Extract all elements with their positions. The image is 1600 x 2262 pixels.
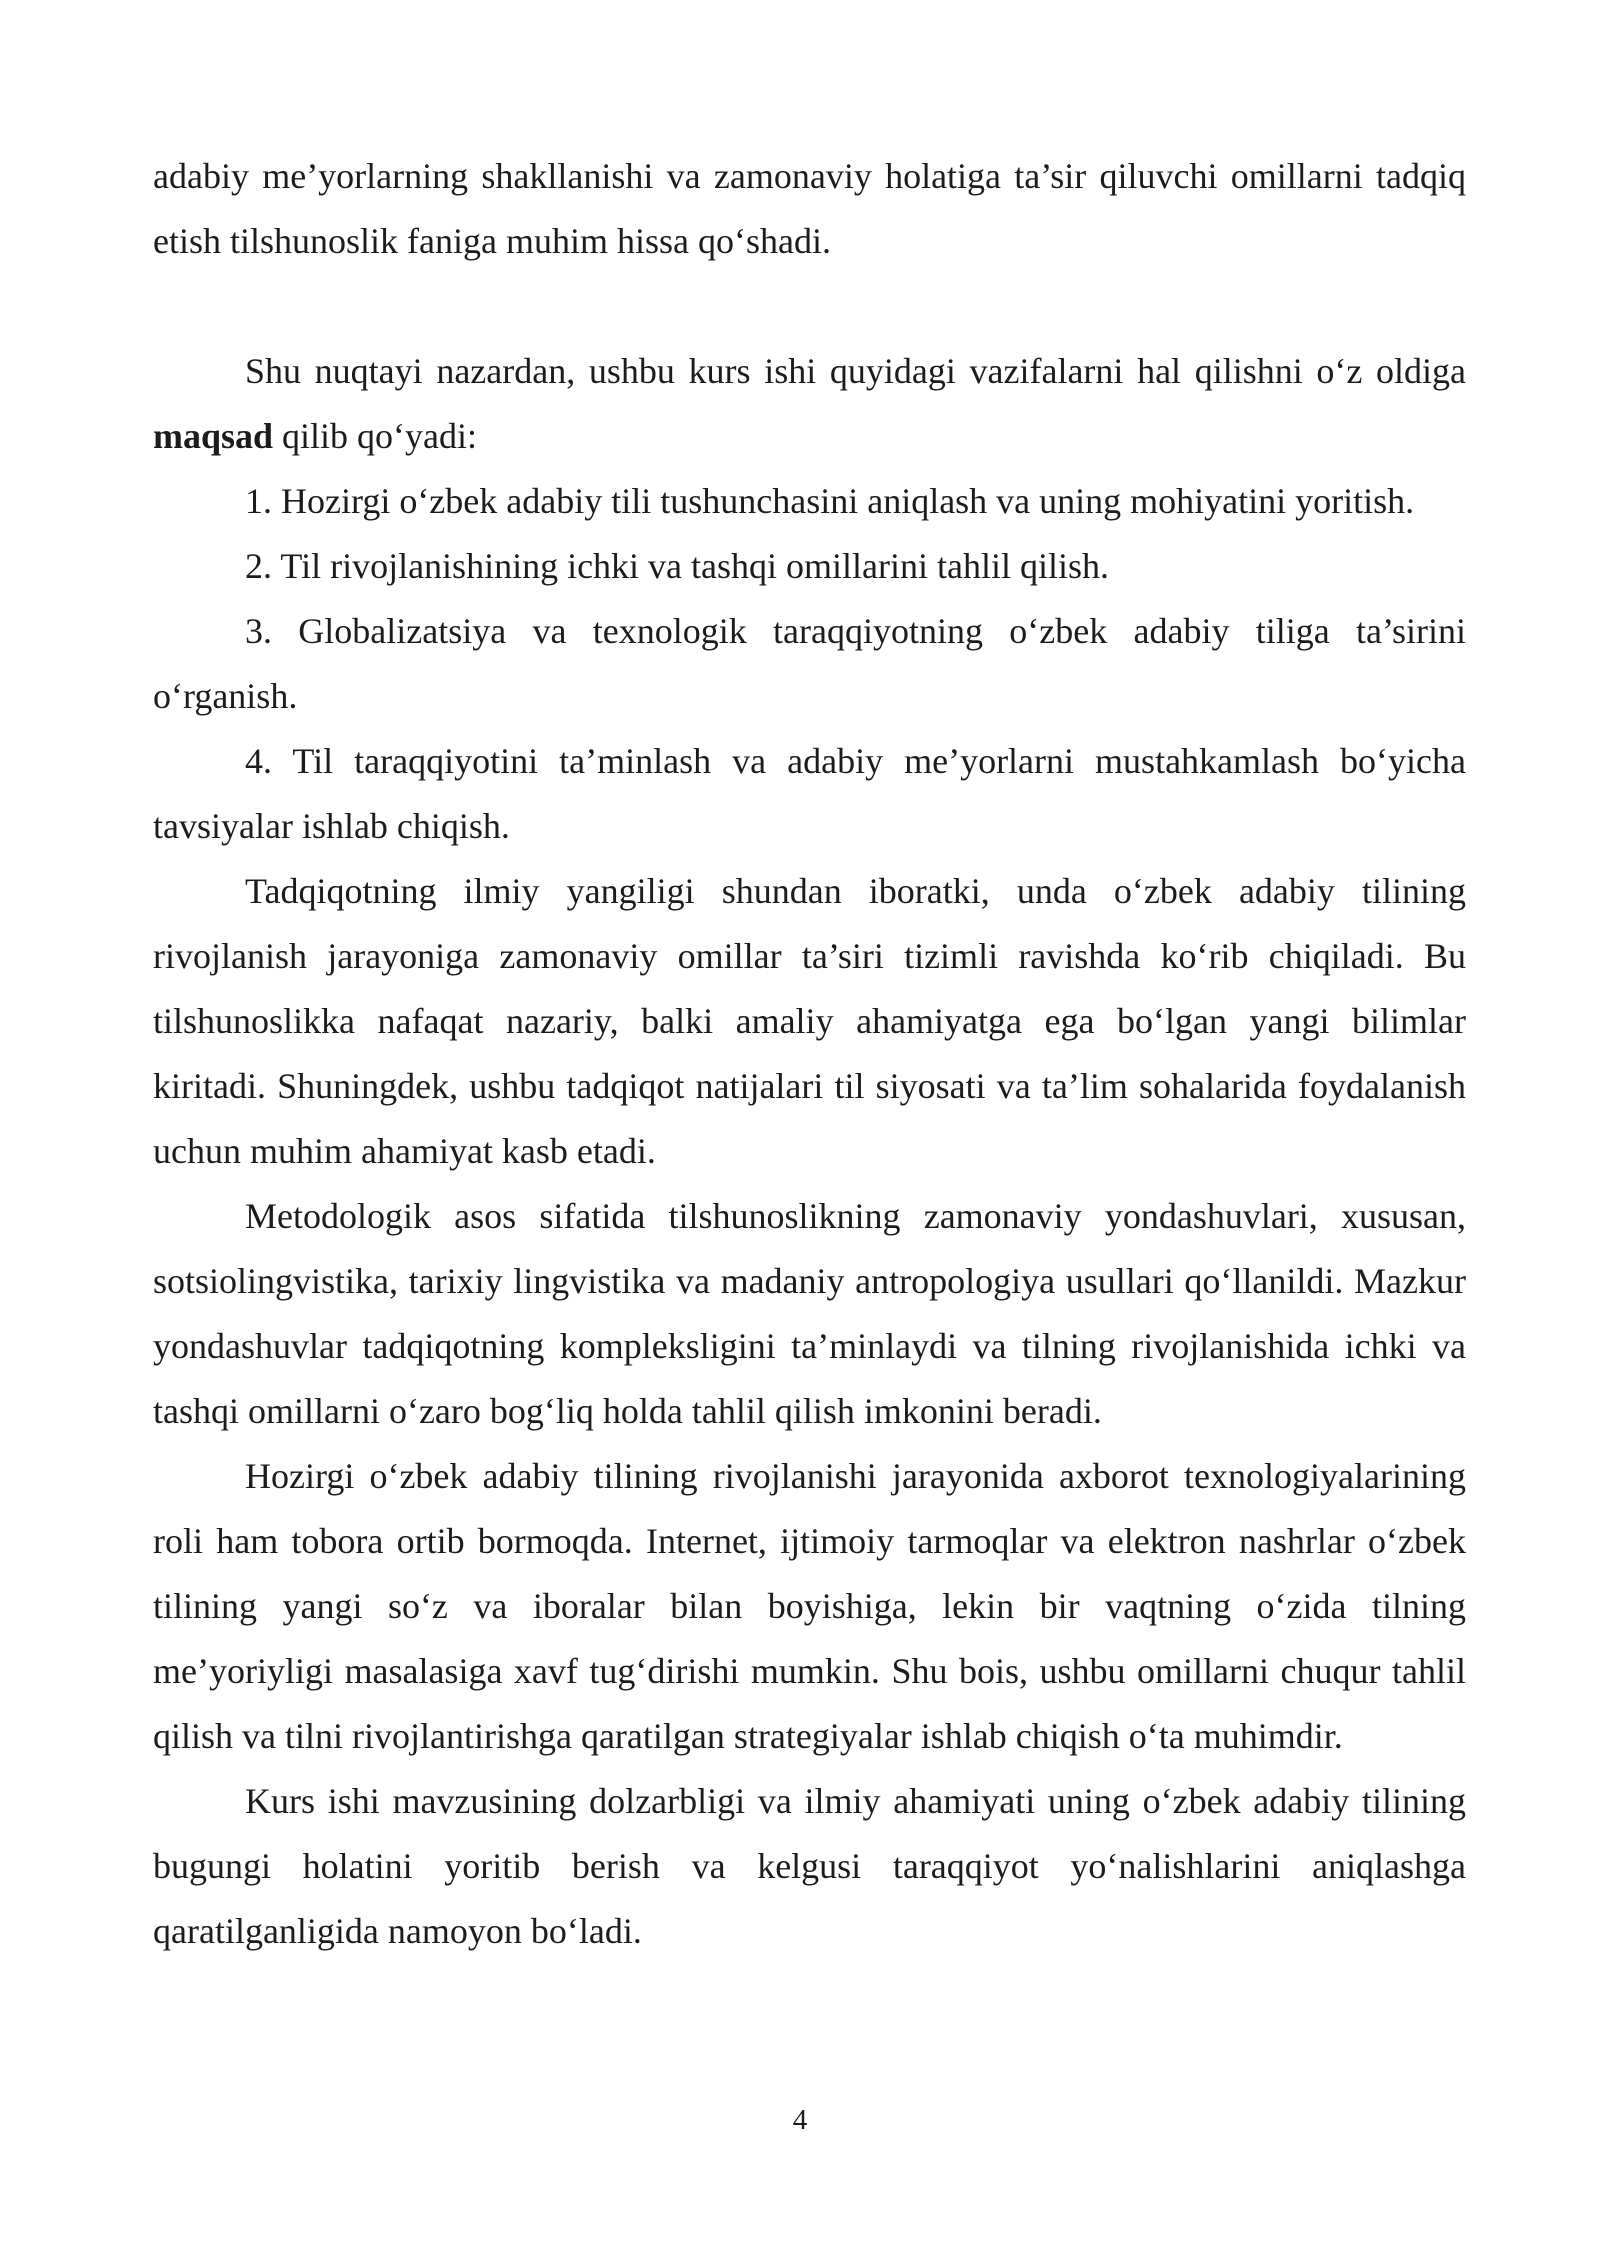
aim-intro-text: Shu nuqtayi nazardan, ushbu kurs ishi quyidagi vazifalarni hal qilishni o‘z oldiga <box>245 351 1466 391</box>
paragraph-relevance: Kurs ishi mavzusining dolzarbligi va ilmiy ahamiyati uning o‘zbek adabiy tilining bugungi holatini yoritib berish va kelgusi taraqqiyot yo‘nalishlarini aniqlashga qaratilganligida namoyon bo‘ladi. <box>153 1781 1466 1951</box>
page-number: 4 <box>792 2104 808 2136</box>
page-body <box>153 144 1466 1964</box>
paragraph-continuation: adabiy me’yorlarning shakllanishi va zamonaviy holatiga ta’sir qiluvchi omillarni tadqiq etish tilshunoslik faniga muhim hissa qo‘shadi. <box>153 156 1466 261</box>
aim-bold-word: maqsad <box>153 416 274 456</box>
paragraph-methodology: Metodologik asos sifatida tilshunoslikning zamonaviy yondashuvlari, xususan, sotsiolingvistika, tarixiy lingvistika va madaniy antropologiya usullari qo‘llanildi. Mazkur yondashuvlar tadqiqotning kompleksligini ta’minlaydi va tilning rivojlanishida ichki va tashqi omillarni o‘zaro bog‘liq holda tahlil qilish imkonini beradi. <box>153 1196 1466 1431</box>
paragraph-technology: Hozirgi o‘zbek adabiy tilining rivojlanishi jarayonida axborot texnologiyalarining roli ham tobora ortib bormoqda. Internet, ijtimoiy tarmoqlar va elektron nashrlar o‘zbek tilining yangi so‘z va iboralar bilan boyishiga, lekin bir vaqtning o‘zida tilning me’yoriyligi masalasiga xavf tug‘dirishi mumkin. Shu bois, ushbu omillarni chuqur tahlil qilish va tilni rivojlantirishga qaratilgan strategiyalar ishlab chiqish o‘ta muhimdir. <box>153 1456 1466 1756</box>
paragraph-aim <box>153 339 1466 469</box>
task-item-4: 4. Til taraqqiyotini ta’minlash va adabiy me’yorlarni mustahkamlash bo‘yicha tavsiyalar ishlab chiqish. <box>153 741 1466 846</box>
aim-end-text: qilib qo‘yadi: <box>273 416 478 456</box>
paragraph-novelty: Tadqiqotning ilmiy yangiligi shundan iboratki, unda o‘zbek adabiy tilining rivojlanish jarayoniga zamonaviy omillar ta’siri tizimli ravishda ko‘rib chiqiladi. Bu tilshunoslikka nafaqat nazariy, balki amaliy ahamiyatga ega bo‘lgan yangi bilimlar kiritadi. Shuningdek, ushbu tadqiqot natijalari til siyosati va ta’lim sohalarida foydalanish uchun muhim ahamiyat kasb etadi. <box>153 871 1466 1171</box>
task-item-1: 1. Hozirgi o‘zbek adabiy tili tushunchasini aniqlash va uning mohiyatini yoritish. <box>245 481 1415 521</box>
task-item-3: 3. Globalizatsiya va texnologik taraqqiyotning o‘zbek adabiy tiliga ta’sirini o‘rganish. <box>153 611 1466 716</box>
task-item-2: 2. Til rivojlanishining ichki va tashqi omillarini tahlil qilish. <box>245 546 1109 586</box>
